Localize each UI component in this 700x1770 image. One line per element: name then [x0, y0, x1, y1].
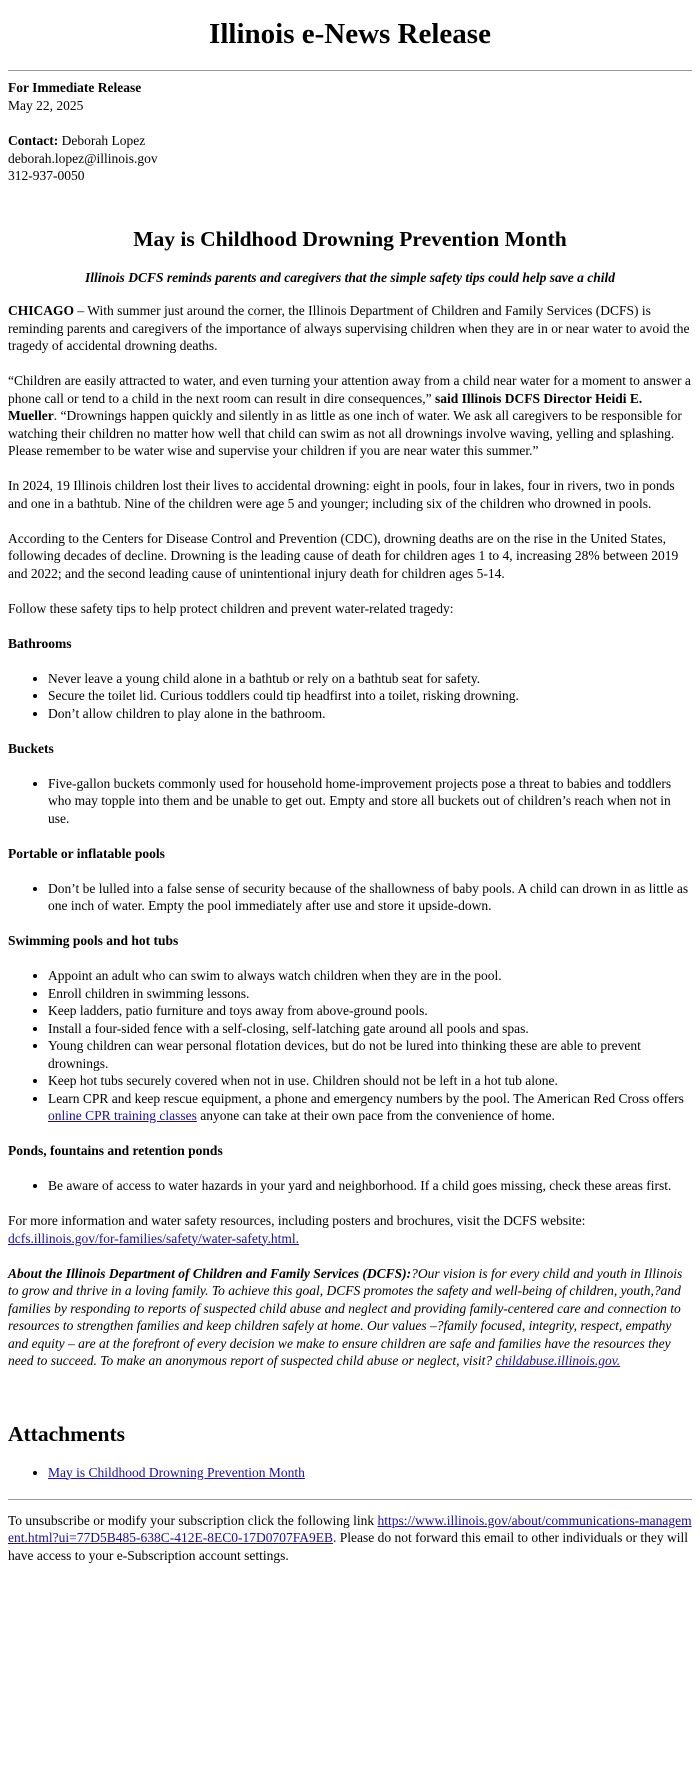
bathrooms-list [8, 670, 692, 723]
list-item: • Be aware of access to water hazards in your yard and neighborhood. If a child goes missing, check these areas first. [48, 1177, 692, 1195]
water-safety-link[interactable]: dcfs.illinois.gov/for-families/safety/water-safety.html. [8, 1230, 300, 1246]
unsubscribe-text: To unsubscribe or modify your subscription click the following link [8, 1512, 378, 1528]
unsubscribe-text-after: . Please do not forward this email to other individuals or they will have access to your e-Subscription account settings. [8, 1530, 689, 1563]
more-info-text: For more information and water safety resources, including posters and brochures, visit the DCFS website: [8, 1213, 586, 1228]
childabuse-link[interactable]: childabuse.illinois.gov. [495, 1353, 621, 1368]
attachment-item [48, 1464, 692, 1482]
list-item: • Never leave a young child alone in a bathtub or rely on a bathtub seat for safety. [48, 670, 692, 688]
cpr-text-before: Learn CPR and keep rescue equipment, a phone and emergency numbers by the pool. The American Red Cross offers [48, 1090, 684, 1106]
list-item: • Five-gallon buckets commonly used for household home-improvement projects pose a threat to babies and toddlers who may topple into them and be unable to get out. Empty and store all buckets out of children’s reach when not in use. [48, 775, 692, 828]
contact-block [8, 132, 692, 185]
list-item: • Secure the toilet lid. Curious toddlers could tip headfirst into a toilet, risking drowning. [48, 687, 692, 705]
site-title: Illinois e-News Release [209, 18, 491, 50]
section-title-bathrooms: Bathrooms [8, 635, 72, 651]
footer [8, 1499, 692, 1565]
cpr-training-link[interactable]: online CPR training classes [48, 1108, 197, 1123]
list-item: • Appoint an adult who can swim to always watch children when they are in the pool. [48, 967, 692, 985]
ponds-list [8, 1177, 692, 1195]
buckets-list [8, 775, 692, 828]
quote-part1: “Children are easily attracted to water, and even turning your attention away from a child near water for a moment to answer a phone call or tend to a child in the next room can result in dire consequences,” [8, 373, 691, 406]
quote-paragraph [8, 372, 692, 460]
intro-paragraph [8, 302, 692, 355]
about-paragraph [8, 1265, 692, 1370]
attachments-list [8, 1464, 692, 1482]
quote-attribution: said Illinois DCFS Director Heidi E. Mueller [8, 390, 643, 423]
list-item: • Don’t allow children to play alone in the bathroom. [48, 705, 692, 723]
contact-email: deborah.lopez@illinois.gov [8, 150, 158, 166]
tips-intro: Follow these safety tips to help protect children and prevent water-related tragedy: [8, 600, 454, 616]
section-title-swimming-pools: Swimming pools and hot tubs [8, 933, 179, 948]
subhead: Illinois DCFS reminds parents and caregivers that the simple safety tips could help save a child [85, 269, 615, 285]
contact-name: Deborah Lopez [61, 133, 146, 148]
quote-part2: . “Drownings happen quickly and silently in as little as one inch of water. We ask all caregivers to be responsible for watching their children no matter how well that child can swim as not all drownings involve waving, yelling and splashing. Please remember to be water wise and supervise your children if you are near water this summer.” [8, 408, 682, 458]
section-title-ponds: Ponds, fountains and retention ponds [8, 1143, 223, 1158]
unsubscribe-link[interactable]: https://www.illinois.gov/about/communications-management.html?ui=77D5B485-638C-412E-8EC0-17D0707FA9EB [8, 1512, 692, 1545]
contact-phone: 312-937-0050 [8, 168, 85, 183]
list-item: • Don’t be lulled into a false sense of security because of the shallowness of baby pools. A child can drown in as little as one inch of water. Empty the pool immediately after use and store it upside-down. [48, 880, 692, 915]
release-date: May 22, 2025 [8, 97, 84, 113]
list-item-cpr [48, 1090, 692, 1125]
footer-divider [8, 1499, 692, 1500]
about-text: ?Our vision is for every child and youth in Illinois to grow and thrive in a loving family. To achieve this goal, DCFS promotes the safety and well-being of children, youth,?and families by responding to reports of suspected child abuse and neglect and providing family-centered care and connection to resources to strengthen families and keep children safely at home. Our values –?family focused, integrity, respect, empathy and equity – are at the forefront of every decision we make to ensure children are safe and families have the resources they need to succeed. To make an anonymous report of suspected child abuse or neglect, visit? [8, 1265, 683, 1368]
list-item: • Young children can wear personal flotation devices, but do not be lured into thinking these are able to prevent drownings. [48, 1037, 692, 1072]
attachments-title: Attachments [8, 1421, 126, 1446]
swimming-pools-list [8, 967, 692, 1125]
cdc-paragraph: According to the Centers for Disease Control and Prevention (CDC), drowning deaths are on the rise in the United States, following decades of decline. Drowning is the leading cause of death for children ages 1 to 4, increasing 28% between 2019 and 2022; and the second leading cause of unintentional injury death for children ages 5-14. [8, 530, 679, 581]
unsubscribe-paragraph [8, 1512, 692, 1565]
section-title-buckets: Buckets [8, 740, 54, 756]
release-block [8, 79, 692, 114]
list-item: • Keep hot tubs securely covered when not in use. Children should not be left in a hot tub alone. [48, 1072, 692, 1090]
contact-label: Contact: [8, 133, 59, 148]
list-item: • Keep ladders, patio furniture and toys away from above-ground pools. [48, 1002, 692, 1020]
about-title: About the Illinois Department of Children and Family Services (DCFS): [8, 1265, 412, 1281]
intro-text: – With summer just around the corner, the Illinois Department of Children and Family Services (DCFS) is reminding parents and caregivers of the importance of always supervising children when they are in or near water to avoid the tragedy of accidental drowning deaths. [8, 303, 690, 353]
list-item: • Install a four-sided fence with a self-closing, self-latching gate around all pools and spas. [48, 1020, 692, 1038]
cpr-text-after: anyone can take at their own pace from the convenience of home. [196, 1108, 555, 1123]
release-label: For Immediate Release [8, 80, 142, 95]
release-meta [8, 79, 692, 185]
section-title-portable-pools: Portable or inflatable pools [8, 845, 165, 861]
more-info-paragraph [8, 1212, 692, 1247]
portable-pools-list [8, 880, 692, 915]
headline: May is Childhood Drowning Prevention Month [133, 226, 567, 251]
dateline: CHICAGO [8, 303, 75, 318]
stats-paragraph: In 2024, 19 Illinois children lost their lives to accidental drowning: eight in pools, four in lakes, four in rivers, two in ponds and one in a bathtub. Nine of the children were age 5 and younger; including six of the children who drowned in pools. [8, 478, 675, 511]
attachment-link[interactable]: May is Childhood Drowning Prevention Month [48, 1464, 305, 1480]
list-item: • Enroll children in swimming lessons. [48, 985, 692, 1003]
top-divider [8, 70, 692, 71]
